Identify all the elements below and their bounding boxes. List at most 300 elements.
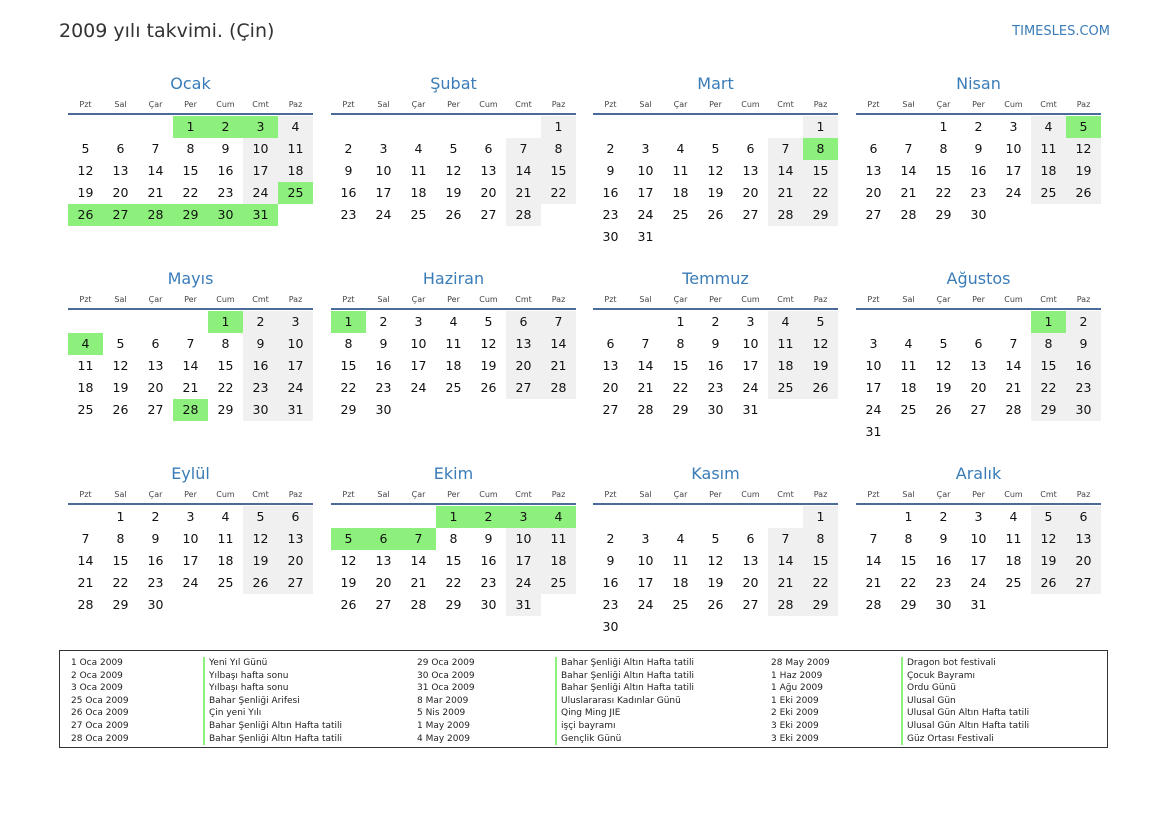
holiday-day-cell: 1 xyxy=(331,311,366,333)
weekday-label: Çar xyxy=(673,295,688,304)
day-cell: 15 xyxy=(803,550,838,572)
weekday-label: Sal xyxy=(377,295,390,304)
day-cell: 11 xyxy=(278,138,313,160)
holiday-date: 28 May 2009 xyxy=(771,658,830,668)
day-cell: 14 xyxy=(506,160,541,182)
day-cell: 21 xyxy=(410,575,427,590)
day-grid xyxy=(593,116,838,248)
day-cell: 12 xyxy=(707,553,724,568)
day-cell: 24 xyxy=(506,572,541,594)
holiday-name: Çocuk Bayramı xyxy=(901,670,975,683)
holiday-name: Ulusal Gün Altın Hafta tatili xyxy=(901,720,1029,733)
month-name: Ocak xyxy=(170,74,211,93)
month-name: Ağustos xyxy=(946,269,1011,288)
day-cell: 12 xyxy=(243,528,278,550)
holiday-name: işçi bayramı xyxy=(555,720,616,733)
holiday-name: Qing Ming JIE xyxy=(555,707,620,720)
empty-cell xyxy=(138,116,173,138)
holiday-day-cell: 1 xyxy=(436,506,471,528)
day-cell: 7 xyxy=(869,531,878,546)
day-cell: 17 xyxy=(1005,163,1022,178)
weekday-label: Çar xyxy=(673,490,688,499)
month-name: Eylül xyxy=(171,464,210,483)
day-cell: 6 xyxy=(606,336,615,351)
day-cell: 21 xyxy=(865,575,882,590)
weekday-header xyxy=(856,486,1101,505)
day-cell: 11 xyxy=(217,531,234,546)
holiday-name: Bahar Şenliği Altın Hafta tatili xyxy=(203,720,342,733)
day-cell: 29 xyxy=(112,597,129,612)
weekday-label: Paz xyxy=(813,295,828,304)
day-cell: 11 xyxy=(672,553,689,568)
day-cell: 27 xyxy=(506,377,541,399)
weekday-label: Cmt xyxy=(777,100,794,109)
holiday-date: 5 Nis 2009 xyxy=(417,708,466,719)
empty-cell xyxy=(506,116,541,138)
holiday-day-cell: 4 xyxy=(541,506,576,528)
empty-cell xyxy=(103,311,138,333)
day-cell: 29 xyxy=(672,402,689,417)
day-cell: 15 xyxy=(182,163,199,178)
day-cell: 30 xyxy=(480,597,497,612)
day-cell: 1 xyxy=(541,116,576,138)
holiday-day-cell: 30 xyxy=(208,204,243,226)
day-cell: 25 xyxy=(900,402,917,417)
empty-cell xyxy=(663,506,698,528)
day-cell: 12 xyxy=(707,163,724,178)
weekday-label: Paz xyxy=(551,295,566,304)
day-cell: 3 xyxy=(641,141,650,156)
day-cell: 13 xyxy=(278,528,313,550)
day-cell: 16 xyxy=(602,575,619,590)
weekday-label: Paz xyxy=(551,100,566,109)
weekday-label: Cmt xyxy=(1040,490,1057,499)
day-cell: 27 xyxy=(480,207,497,222)
day-cell: 22 xyxy=(803,182,838,204)
empty-cell xyxy=(68,311,103,333)
holiday-name: Ordu Günü xyxy=(901,682,956,695)
empty-cell xyxy=(698,116,733,138)
weekday-label: Pzt xyxy=(342,295,355,304)
weekday-label: Per xyxy=(447,295,460,304)
day-cell: 21 xyxy=(77,575,94,590)
holiday-day-cell: 31 xyxy=(243,204,278,226)
day-cell: 9 xyxy=(606,553,615,568)
day-cell: 8 xyxy=(221,336,230,351)
weekday-header xyxy=(331,291,576,310)
holiday-day-cell: 1 xyxy=(173,116,208,138)
day-cell: 9 xyxy=(939,531,948,546)
day-cell: 22 xyxy=(112,575,129,590)
weekday-header xyxy=(856,291,1101,310)
day-cell: 11 xyxy=(900,358,917,373)
day-cell: 28 xyxy=(637,402,654,417)
day-cell: 5 xyxy=(803,311,838,333)
empty-cell xyxy=(961,311,996,333)
holiday-date: 3 Eki 2009 xyxy=(771,733,819,744)
day-cell: 5 xyxy=(116,336,125,351)
day-cell: 27 xyxy=(375,597,392,612)
day-cell: 21 xyxy=(506,182,541,204)
weekday-label: Per xyxy=(709,295,722,304)
day-cell: 16 xyxy=(602,185,619,200)
day-cell: 7 xyxy=(81,531,90,546)
day-cell: 29 xyxy=(803,594,838,616)
day-cell: 12 xyxy=(112,358,129,373)
day-cell: 14 xyxy=(182,358,199,373)
day-cell: 2 xyxy=(379,314,388,329)
month-name: Ekim xyxy=(433,464,474,483)
day-cell: 22 xyxy=(445,575,462,590)
day-cell: 12 xyxy=(803,333,838,355)
day-cell: 18 xyxy=(77,380,94,395)
day-cell: 2 xyxy=(344,141,353,156)
day-cell: 17 xyxy=(970,553,987,568)
month-block xyxy=(68,72,313,226)
weekday-header xyxy=(68,96,313,115)
weekday-label: Per xyxy=(709,490,722,499)
weekday-label: Çar xyxy=(148,100,163,109)
weekday-label: Çar xyxy=(148,490,163,499)
day-cell: 7 xyxy=(541,311,576,333)
holiday-day-cell: 7 xyxy=(401,528,436,550)
holiday-day-cell: 29 xyxy=(173,204,208,226)
day-cell: 28 xyxy=(900,207,917,222)
day-cell: 17 xyxy=(375,185,392,200)
day-cell: 10 xyxy=(970,531,987,546)
weekday-label: Cmt xyxy=(252,490,269,499)
day-cell: 24 xyxy=(278,377,313,399)
day-cell: 7 xyxy=(768,138,803,160)
weekday-label: Cmt xyxy=(777,490,794,499)
weekday-label: Cum xyxy=(479,490,498,499)
day-cell: 23 xyxy=(243,377,278,399)
weekday-label: Pzt xyxy=(604,100,617,109)
day-cell: 4 xyxy=(768,311,803,333)
weekday-label: Cmt xyxy=(252,100,269,109)
day-cell: 9 xyxy=(1066,333,1101,355)
empty-cell xyxy=(891,116,926,138)
day-cell: 3 xyxy=(379,141,388,156)
day-cell: 24 xyxy=(970,575,987,590)
day-cell: 13 xyxy=(602,358,619,373)
day-cell: 28 xyxy=(410,597,427,612)
day-cell: 14 xyxy=(1005,358,1022,373)
holiday-legend xyxy=(59,650,1108,748)
day-cell: 4 xyxy=(904,336,913,351)
day-cell: 18 xyxy=(768,355,803,377)
weekday-label: Cum xyxy=(479,100,498,109)
weekday-label: Sal xyxy=(902,490,915,499)
day-cell: 29 xyxy=(935,207,952,222)
day-cell: 28 xyxy=(768,594,803,616)
day-cell: 22 xyxy=(1031,377,1066,399)
day-cell: 3 xyxy=(746,314,755,329)
month-name: Mayıs xyxy=(167,269,214,288)
empty-cell xyxy=(926,311,961,333)
day-cell: 18 xyxy=(672,575,689,590)
day-cell: 25 xyxy=(77,402,94,417)
weekday-label: Paz xyxy=(1076,295,1091,304)
day-cell: 20 xyxy=(112,185,129,200)
weekday-label: Cum xyxy=(216,490,235,499)
weekday-label: Pzt xyxy=(79,490,92,499)
empty-cell xyxy=(471,116,506,138)
day-cell: 20 xyxy=(506,355,541,377)
day-cell: 31 xyxy=(506,594,541,616)
day-cell: 29 xyxy=(445,597,462,612)
day-cell: 14 xyxy=(541,333,576,355)
day-cell: 15 xyxy=(217,358,234,373)
day-cell: 13 xyxy=(375,553,392,568)
day-cell: 8 xyxy=(344,336,353,351)
day-cell: 24 xyxy=(865,402,882,417)
holiday-day-cell: 8 xyxy=(803,138,838,160)
holiday-date: 30 Oca 2009 xyxy=(417,670,475,681)
day-cell: 22 xyxy=(672,380,689,395)
day-cell: 6 xyxy=(869,141,878,156)
day-cell: 14 xyxy=(410,553,427,568)
empty-cell xyxy=(733,116,768,138)
month-block xyxy=(593,72,838,248)
day-cell: 2 xyxy=(1066,311,1101,333)
day-cell: 3 xyxy=(641,531,650,546)
weekday-label: Per xyxy=(184,295,197,304)
day-cell: 13 xyxy=(742,553,759,568)
day-cell: 5 xyxy=(449,141,458,156)
brand-link[interactable]: TIMESLES.COM xyxy=(1012,24,1110,39)
day-cell: 9 xyxy=(606,163,615,178)
day-cell: 25 xyxy=(541,572,576,594)
day-cell: 29 xyxy=(1031,399,1066,421)
weekday-label: Sal xyxy=(114,100,127,109)
day-cell: 11 xyxy=(1005,531,1022,546)
day-cell: 16 xyxy=(375,358,392,373)
holiday-day-cell: 1 xyxy=(1031,311,1066,333)
day-cell: 20 xyxy=(742,575,759,590)
empty-cell xyxy=(68,506,103,528)
day-cell: 10 xyxy=(410,336,427,351)
day-cell: 28 xyxy=(541,377,576,399)
day-cell: 27 xyxy=(970,402,987,417)
day-cell: 13 xyxy=(147,358,164,373)
day-cell: 9 xyxy=(484,531,493,546)
day-cell: 8 xyxy=(449,531,458,546)
holiday-date: 26 Oca 2009 xyxy=(71,708,129,719)
weekday-label: Cmt xyxy=(515,100,532,109)
day-cell: 17 xyxy=(742,358,759,373)
day-cell: 25 xyxy=(410,207,427,222)
month-block xyxy=(856,267,1101,443)
day-cell: 20 xyxy=(278,550,313,572)
day-cell: 17 xyxy=(865,380,882,395)
holiday-name: Ulusal Gün xyxy=(901,695,956,708)
day-cell: 12 xyxy=(77,163,94,178)
day-cell: 23 xyxy=(935,575,952,590)
month-name: Şubat xyxy=(430,74,477,93)
day-cell: 9 xyxy=(711,336,720,351)
day-cell: 4 xyxy=(676,141,685,156)
day-cell: 9 xyxy=(344,163,353,178)
day-cell: 14 xyxy=(768,160,803,182)
day-cell: 16 xyxy=(970,163,987,178)
holiday-date: 1 Oca 2009 xyxy=(71,658,123,668)
day-cell: 27 xyxy=(602,402,619,417)
empty-cell xyxy=(891,311,926,333)
day-cell: 22 xyxy=(803,572,838,594)
weekday-label: Per xyxy=(972,490,985,499)
holiday-name: Bahar Şenliği Arifesi xyxy=(203,695,300,708)
empty-cell xyxy=(768,506,803,528)
weekday-label: Sal xyxy=(114,295,127,304)
holiday-day-cell: 28 xyxy=(138,204,173,226)
day-cell: 26 xyxy=(243,572,278,594)
empty-cell xyxy=(366,506,401,528)
day-cell: 19 xyxy=(340,575,357,590)
day-cell: 5 xyxy=(81,141,90,156)
day-cell: 19 xyxy=(707,575,724,590)
month-block xyxy=(856,462,1101,616)
day-cell: 20 xyxy=(970,380,987,395)
day-cell: 10 xyxy=(742,336,759,351)
day-cell: 13 xyxy=(1066,528,1101,550)
day-cell: 18 xyxy=(900,380,917,395)
day-cell: 17 xyxy=(182,553,199,568)
weekday-label: Pzt xyxy=(604,490,617,499)
holiday-date: 4 May 2009 xyxy=(417,733,470,744)
holiday-date: 2 Eki 2009 xyxy=(771,708,819,719)
empty-cell xyxy=(401,506,436,528)
day-cell: 26 xyxy=(803,377,838,399)
day-cell: 26 xyxy=(1066,182,1101,204)
weekday-header xyxy=(68,486,313,505)
empty-cell xyxy=(331,506,366,528)
day-cell: 30 xyxy=(935,597,952,612)
month-name: Aralık xyxy=(955,464,1002,483)
holiday-day-cell: 4 xyxy=(68,333,103,355)
day-cell: 30 xyxy=(602,229,619,244)
weekday-label: Cmt xyxy=(777,295,794,304)
day-cell: 21 xyxy=(541,355,576,377)
day-cell: 7 xyxy=(1009,336,1018,351)
weekday-label: Paz xyxy=(288,490,303,499)
day-cell: 9 xyxy=(151,531,160,546)
day-cell: 23 xyxy=(602,207,619,222)
day-cell: 23 xyxy=(480,575,497,590)
day-cell: 23 xyxy=(375,380,392,395)
holiday-day-cell: 27 xyxy=(103,204,138,226)
holiday-name: Çin yeni Yılı xyxy=(203,707,261,720)
day-cell: 11 xyxy=(410,163,427,178)
day-cell: 11 xyxy=(1031,138,1066,160)
weekday-label: Cmt xyxy=(515,295,532,304)
day-cell: 24 xyxy=(182,575,199,590)
holiday-day-cell: 6 xyxy=(366,528,401,550)
weekday-label: Çar xyxy=(411,490,426,499)
day-cell: 15 xyxy=(112,553,129,568)
holiday-date: 29 Oca 2009 xyxy=(417,658,475,668)
day-cell: 23 xyxy=(970,185,987,200)
day-cell: 30 xyxy=(602,619,619,634)
day-cell: 26 xyxy=(707,207,724,222)
empty-cell xyxy=(593,506,628,528)
day-cell: 4 xyxy=(414,141,423,156)
weekday-label: Sal xyxy=(902,295,915,304)
day-cell: 27 xyxy=(278,572,313,594)
day-cell: 8 xyxy=(1031,333,1066,355)
page-title: 2009 yılı takvimi. (Çin) xyxy=(59,20,275,42)
empty-cell xyxy=(401,116,436,138)
day-cell: 21 xyxy=(900,185,917,200)
weekday-label: Cmt xyxy=(252,295,269,304)
day-cell: 19 xyxy=(1066,160,1101,182)
weekday-label: Per xyxy=(184,100,197,109)
day-cell: 18 xyxy=(278,160,313,182)
day-cell: 2 xyxy=(606,531,615,546)
day-cell: 17 xyxy=(243,160,278,182)
holiday-day-cell: 2 xyxy=(471,506,506,528)
day-cell: 18 xyxy=(541,550,576,572)
month-name: Nisan xyxy=(956,74,1001,93)
weekday-label: Çar xyxy=(936,100,951,109)
empty-cell xyxy=(628,116,663,138)
holiday-day-cell: 5 xyxy=(331,528,366,550)
day-cell: 18 xyxy=(410,185,427,200)
day-cell: 12 xyxy=(1066,138,1101,160)
weekday-label: Cum xyxy=(741,100,760,109)
day-cell: 30 xyxy=(375,402,392,417)
weekday-label: Çar xyxy=(411,100,426,109)
weekday-label: Sal xyxy=(114,490,127,499)
day-cell: 9 xyxy=(243,333,278,355)
day-cell: 28 xyxy=(865,597,882,612)
day-cell: 2 xyxy=(243,311,278,333)
day-cell: 10 xyxy=(375,163,392,178)
day-cell: 12 xyxy=(340,553,357,568)
empty-cell xyxy=(856,311,891,333)
weekday-label: Çar xyxy=(148,295,163,304)
weekday-label: Sal xyxy=(377,490,390,499)
day-grid xyxy=(68,311,313,421)
day-cell: 6 xyxy=(484,141,493,156)
day-cell: 22 xyxy=(900,575,917,590)
day-cell: 29 xyxy=(217,402,234,417)
day-cell: 9 xyxy=(221,141,230,156)
weekday-label: Çar xyxy=(411,295,426,304)
day-cell: 26 xyxy=(935,402,952,417)
empty-cell xyxy=(856,506,891,528)
day-cell: 4 xyxy=(449,314,458,329)
day-cell: 9 xyxy=(379,336,388,351)
day-cell: 23 xyxy=(707,380,724,395)
day-grid xyxy=(331,311,576,421)
empty-cell xyxy=(768,116,803,138)
day-cell: 25 xyxy=(1005,575,1022,590)
day-cell: 25 xyxy=(445,380,462,395)
empty-cell xyxy=(856,116,891,138)
day-grid xyxy=(856,506,1101,616)
day-cell: 21 xyxy=(182,380,199,395)
day-cell: 13 xyxy=(970,358,987,373)
day-cell: 23 xyxy=(147,575,164,590)
day-cell: 14 xyxy=(768,550,803,572)
day-cell: 12 xyxy=(935,358,952,373)
day-cell: 26 xyxy=(480,380,497,395)
day-cell: 23 xyxy=(217,185,234,200)
day-cell: 17 xyxy=(278,355,313,377)
day-cell: 8 xyxy=(541,138,576,160)
weekday-label: Paz xyxy=(551,490,566,499)
